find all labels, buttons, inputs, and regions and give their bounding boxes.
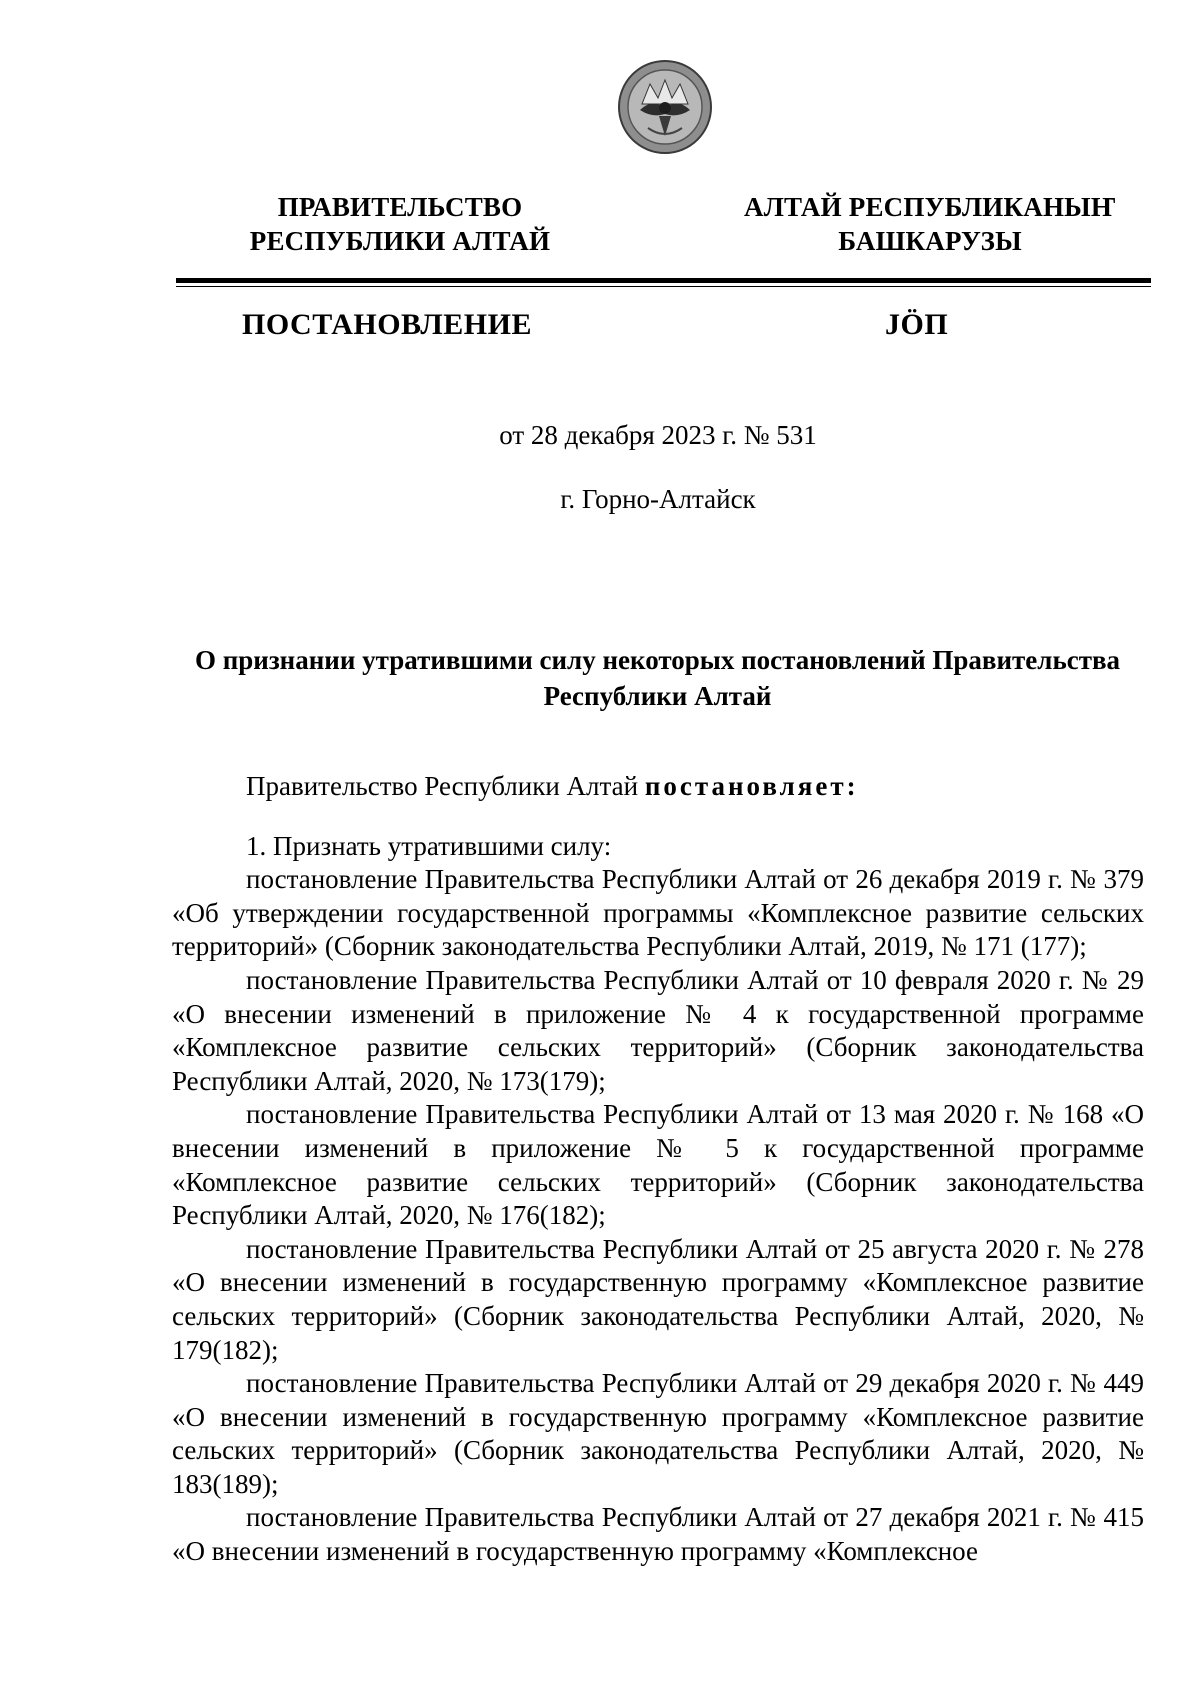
repealed-item: постановление Правительства Республики Алтай от 29 декабря 2020 г. № 449 «О внесении изменений в государственную программу «Комплексное развитие сельских территорий» (Сборник законодательства Республики Алтай, 2020, № 183(189); [172,1368,1144,1499]
repealed-item: постановление Правительства Республики Алтай от 25 августа 2020 г. № 278 «О внесении изменений в государственную программу «Комплексное развитие сельских территорий» (Сборник законодательства Республики Алтай, 2020, № 179(182); [172,1233,1144,1365]
preamble-emphasis: постановляет: [644,771,859,801]
clause-1: 1. Признать утратившими силу: [246,830,612,861]
header-divider-thick [176,278,1151,283]
repealed-item: постановление Правительства Республики Алтай от 10 февраля 2020 г. № 29 «О внесении изменений в приложение № 4 к государственной программе «Комплексное развитие сельских территорий» (Сборник законодательства Республики Алтай, 2020, № 173(179); [172,964,1144,1096]
document-title [170,642,1145,714]
coat-of-arms-icon [616,58,714,156]
document-body [172,770,1144,1569]
title-line-1: О признании утратившими силу некоторых постановлений Правительства [194,645,1121,675]
preamble-text: Правительство Республики Алтай [246,771,645,801]
header-divider-thin [176,286,1151,287]
repealed-item: постановление Правительства Республики Алтай от 13 мая 2020 г. № 168 «О внесении изменений в приложение № 5 к государственной программе «Комплексное развитие сельских территорий» (Сборник законодательства Республики Алтай, 2020, № 176(182); [172,1099,1144,1231]
header-left-line1: ПРАВИТЕЛЬСТВО [277,192,523,222]
header-right-line1: АЛТАЙ РЕСПУБЛИКАНЫҤ [744,192,1116,222]
government-name-russian [190,190,610,258]
city-line: г. Горно-Алтайск [560,484,756,514]
title-line-2: Республики Алтай [543,681,772,711]
preamble [172,770,1144,804]
doc-type-altai: JӦП [885,308,949,341]
repealed-item: постановление Правительства Республики Алтай от 26 декабря 2019 г. № 379 «Об утверждении государственной программы «Комплексное развитие сельских территорий» (Сборник законодательства Республики Алтай, 2019, № 171 (177); [172,864,1144,962]
header-right-line2: БАШКАРУЗЫ [838,226,1022,256]
repealed-item: постановление Правительства Республики Алтай от 27 декабря 2021 г. № 415 «О внесении изменений в государственную программу «Комплексное [172,1502,1144,1567]
doc-type-russian: ПОСТАНОВЛЕНИЕ [242,308,532,341]
header-left-line2: РЕСПУБЛИКИ АЛТАЙ [249,226,551,256]
government-name-altai [720,190,1140,258]
date-number-line: от 28 декабря 2023 г. № 531 [499,420,817,450]
